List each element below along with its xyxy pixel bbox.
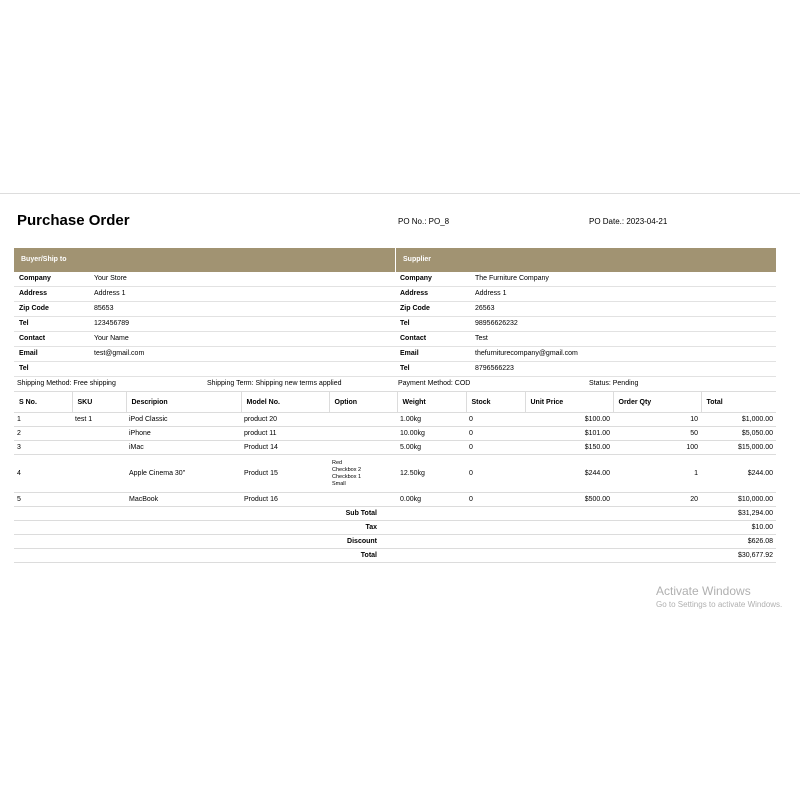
supplier-row xyxy=(395,317,776,332)
buyer-field-label: Email xyxy=(19,350,38,357)
totals-label: Total xyxy=(14,549,380,563)
option-value: Checkbox 1 xyxy=(332,473,362,480)
option-value: Red xyxy=(332,459,343,466)
cell-desc: Apple Cinema 30" xyxy=(126,455,241,493)
supplier-field-label: Address xyxy=(400,290,429,297)
cell-sno: 4 xyxy=(14,455,72,493)
supplier-row xyxy=(395,287,776,302)
cell-price: $101.00 xyxy=(525,427,613,441)
supplier-field-value: 8796566223 xyxy=(475,365,514,372)
totals-label: Tax xyxy=(14,521,380,535)
cell-desc: iPhone xyxy=(126,427,241,441)
cell-qty: 100 xyxy=(613,441,701,455)
supplier-row xyxy=(395,362,776,377)
cell-price: $500.00 xyxy=(525,493,613,507)
cell-options xyxy=(329,413,397,427)
totals-value: $10.00 xyxy=(380,521,776,535)
supplier-field-value: The Furniture Company xyxy=(475,275,549,282)
cell-stock: 0 xyxy=(466,493,525,507)
buyer-row xyxy=(14,272,395,287)
buyer-field-value: 123456789 xyxy=(94,320,130,327)
watermark-subtitle: Go to Settings to activate Windows. xyxy=(656,600,783,609)
cell-total: $1,000.00 xyxy=(701,413,776,427)
document-header xyxy=(14,208,776,248)
cell-sno: 5 xyxy=(14,493,72,507)
cell-qty: 50 xyxy=(613,427,701,441)
top-divider xyxy=(0,193,800,194)
cell-total: $10,000.00 xyxy=(701,493,776,507)
buyer-row xyxy=(14,332,395,347)
cell-stock: 0 xyxy=(466,413,525,427)
column-header: S No. xyxy=(14,392,72,413)
supplier-field-label: Zip Code xyxy=(400,305,430,312)
cell-qty: 10 xyxy=(613,413,701,427)
purchase-order-document xyxy=(14,208,776,563)
cell-stock: 0 xyxy=(466,427,525,441)
cell-qty: 20 xyxy=(613,493,701,507)
column-header: Option xyxy=(329,392,397,413)
table-row xyxy=(14,427,776,441)
cell-sku xyxy=(72,427,126,441)
buyer-row xyxy=(14,347,395,362)
buyer-field-value: test@gmail.com xyxy=(94,350,145,357)
totals-row xyxy=(14,507,776,521)
table-row xyxy=(14,441,776,455)
table-header-row xyxy=(14,392,776,413)
supplier-field-value: Address 1 xyxy=(475,290,507,297)
cell-total: $5,050.00 xyxy=(701,427,776,441)
supplier-heading: Supplier xyxy=(395,248,776,272)
cell-weight: 5.00kg xyxy=(397,441,466,455)
cell-weight: 0.00kg xyxy=(397,493,466,507)
column-header: Stock xyxy=(466,392,525,413)
buyer-field-value xyxy=(94,362,395,376)
shipping-method: Shipping Method: Free shipping xyxy=(17,380,116,387)
buyer-row xyxy=(14,287,395,302)
buyer-field-label: Address xyxy=(19,290,48,297)
buyer-heading: Buyer/Ship to xyxy=(14,248,395,272)
column-header: Order Qty xyxy=(613,392,701,413)
cell-options xyxy=(329,441,397,455)
supplier-row xyxy=(395,302,776,317)
cell-sku xyxy=(72,441,126,455)
supplier-field-label: Tel xyxy=(400,365,410,372)
watermark-title: Activate Windows xyxy=(656,584,751,598)
cell-desc: iPod Classic xyxy=(126,413,241,427)
column-header: Unit Price xyxy=(525,392,613,413)
buyer-field-label: Contact xyxy=(19,335,46,342)
cell-sno: 3 xyxy=(14,441,72,455)
cell-options xyxy=(329,427,397,441)
supplier-field-label: Company xyxy=(400,275,432,282)
cell-options xyxy=(329,455,397,493)
cell-desc: MacBook xyxy=(126,493,241,507)
cell-price: $150.00 xyxy=(525,441,613,455)
cell-options xyxy=(329,493,397,507)
table-row xyxy=(14,493,776,507)
supplier-field-value: thefurniturecompany@gmail.com xyxy=(475,350,578,357)
order-meta xyxy=(14,377,776,392)
table-row xyxy=(14,413,776,427)
totals-value: $626.08 xyxy=(380,535,776,549)
supplier-field-value: 98956626232 xyxy=(475,320,518,327)
order-status: Status: Pending xyxy=(589,380,639,387)
buyer-field-value: Address 1 xyxy=(94,290,126,297)
cell-qty: 1 xyxy=(613,455,701,493)
cell-model: product 11 xyxy=(241,427,329,441)
column-header: Total xyxy=(701,392,776,413)
items-table xyxy=(14,392,776,507)
supplier-field-label: Contact xyxy=(400,335,427,342)
cell-sku: test 1 xyxy=(72,413,126,427)
buyer-field-label: Zip Code xyxy=(19,305,49,312)
po-date: PO Date.: 2023-04-21 xyxy=(589,217,668,226)
cell-model: Product 15 xyxy=(241,455,329,493)
buyer-field-value: Your Name xyxy=(94,335,129,342)
cell-model: Product 16 xyxy=(241,493,329,507)
buyer-field-value: Your Store xyxy=(94,275,127,282)
supplier-field-label: Tel xyxy=(400,320,410,327)
buyer-field-value: 85653 xyxy=(94,305,114,312)
table-row xyxy=(14,455,776,493)
activate-windows-watermark xyxy=(656,584,800,609)
buyer-row xyxy=(14,302,395,317)
cell-weight: 1.00kg xyxy=(397,413,466,427)
po-number: PO No.: PO_8 xyxy=(398,217,450,226)
cell-sku xyxy=(72,455,126,493)
column-header: Weight xyxy=(397,392,466,413)
buyer-field-label: Tel xyxy=(19,320,29,327)
cell-model: product 20 xyxy=(241,413,329,427)
supplier-field-value: Test xyxy=(475,335,488,342)
buyer-field-label: Tel xyxy=(19,365,29,372)
supplier-row xyxy=(395,332,776,347)
column-header: Descripion xyxy=(126,392,241,413)
totals-row xyxy=(14,549,776,563)
cell-sno: 1 xyxy=(14,413,72,427)
cell-model: Product 14 xyxy=(241,441,329,455)
totals-label: Sub Total xyxy=(14,507,380,521)
cell-sku xyxy=(72,493,126,507)
cell-sno: 2 xyxy=(14,427,72,441)
shipping-term: Shipping Term: Shipping new terms applied xyxy=(207,380,342,387)
supplier-row xyxy=(395,347,776,362)
option-value: Checkbox 2 xyxy=(332,466,362,473)
supplier-field-value: 26563 xyxy=(475,305,495,312)
cell-weight: 12.50kg xyxy=(397,455,466,493)
cell-price: $244.00 xyxy=(525,455,613,493)
buyer-field-label: Company xyxy=(19,275,51,282)
totals-value: $31,294.00 xyxy=(380,507,776,521)
column-header: SKU xyxy=(72,392,126,413)
option-value: Small xyxy=(332,480,346,487)
totals-table xyxy=(14,507,776,563)
buyer-row xyxy=(14,362,395,377)
totals-value: $30,677.92 xyxy=(380,549,776,563)
party-section xyxy=(14,248,776,377)
cell-weight: 10.00kg xyxy=(397,427,466,441)
cell-price: $100.00 xyxy=(525,413,613,427)
totals-label: Discount xyxy=(14,535,380,549)
supplier-panel xyxy=(395,248,776,377)
buyer-panel xyxy=(14,248,395,377)
cell-desc: iMac xyxy=(126,441,241,455)
totals-row xyxy=(14,521,776,535)
supplier-field-label: Email xyxy=(400,350,419,357)
cell-stock: 0 xyxy=(466,455,525,493)
cell-stock: 0 xyxy=(466,441,525,455)
payment-method: Payment Method: COD xyxy=(398,380,471,387)
column-header: Model No. xyxy=(241,392,329,413)
totals-row xyxy=(14,535,776,549)
buyer-row xyxy=(14,317,395,332)
cell-total: $244.00 xyxy=(701,455,776,493)
cell-total: $15,000.00 xyxy=(701,441,776,455)
page-title: Purchase Order xyxy=(17,212,130,229)
supplier-row xyxy=(395,272,776,287)
